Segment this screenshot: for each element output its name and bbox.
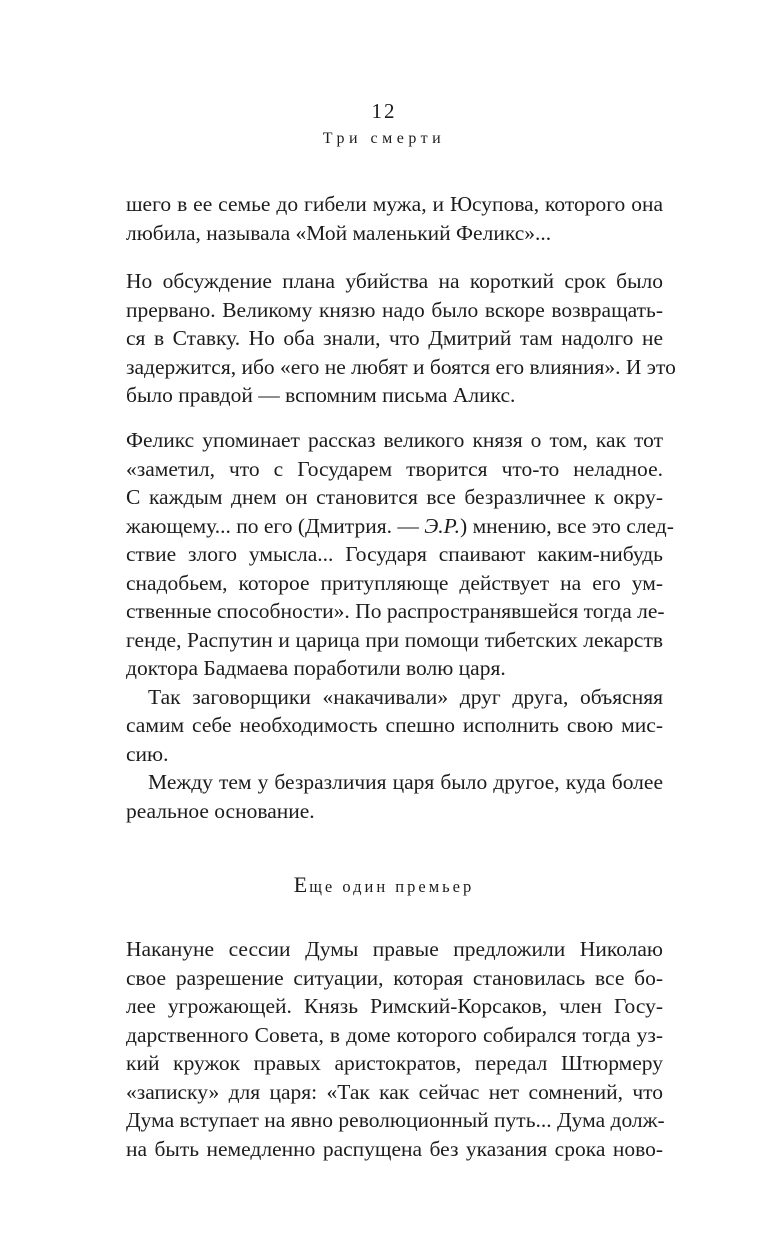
- text-line: дарственного Совета, в доме которого собирался тогда уз-: [126, 1022, 663, 1047]
- text-line: С каждым днем он становится все безразличнее к окру-: [126, 485, 663, 509]
- text-line: самим себе необходимость спешно исполнить свою мис-: [126, 713, 663, 737]
- text-line: ствие злого умысла... Государя спаивают каким-нибудь: [126, 542, 663, 566]
- text-line: [126, 512, 674, 541]
- heading-initial: Е: [293, 872, 310, 897]
- text-line: «записку» для царя: «Так как сейчас нет сомнений, что: [126, 1079, 663, 1104]
- text-fragment: ) мнению, все это след-: [460, 513, 674, 538]
- text-line: реальное основание.: [126, 798, 315, 823]
- page-number: 12: [371, 99, 397, 123]
- text-line: прервано. Великому князю надо было вскоре возвращать-: [126, 297, 663, 322]
- text-line: шего в ее семье до гибели мужа, и Юсупова, которого она: [126, 192, 663, 216]
- text-line: на быть немедленно распущена без указания срока ново-: [126, 1136, 663, 1161]
- running-title: Три смерти: [322, 130, 446, 147]
- paragraph-2: [126, 267, 676, 410]
- text-line: ся в Ставку. Но оба знали, что Дмитрий там надолго не: [126, 326, 663, 350]
- heading-rest: ще один премьер: [309, 877, 475, 896]
- text-line: Но обсуждение плана убийства на короткий срок было: [126, 269, 663, 293]
- text-line: лее угрожающей. Князь Римский-Корсаков, член Госу-: [126, 994, 663, 1018]
- text-line: кий кружок правых аристократов, передал Штюрмеру: [126, 1051, 663, 1075]
- text-line: Дума вступает на явно революционный путь... Дума долж-: [126, 1108, 665, 1132]
- text-line: Так заговорщики «накачивали» друг друга, объясняя: [148, 684, 663, 709]
- author-initials: Э.Р.: [424, 513, 461, 538]
- paragraph-1: [126, 190, 663, 247]
- text-line: генде, Распутин и царица при помощи тибетских лекарств: [126, 627, 663, 652]
- text-line: «заметил, что с Государем творится что-то неладное.: [126, 456, 663, 481]
- paragraph-4: [126, 935, 663, 1163]
- text-line: задержится, ибо «его не любят и боятся его влияния». И это: [126, 354, 676, 379]
- text-line: свое разрешение ситуации, которая становилась все бо-: [126, 965, 663, 990]
- paragraph-3: [126, 426, 674, 825]
- text-line: любила, называла «Мой маленький Феликс»...: [126, 220, 552, 245]
- text-line: Между тем у безразличия царя было другое, куда более: [148, 770, 663, 794]
- section-heading: [0, 872, 768, 898]
- text-line: снадобьем, которое притупляюще действует на его ум-: [126, 570, 663, 595]
- text-line: ственные способности». По распространявшейся тогда ле-: [126, 599, 665, 623]
- text-line: сию.: [126, 741, 169, 766]
- text-line: доктора Бадмаева поработили волю царя.: [126, 656, 506, 680]
- text-line: Накануне сессии Думы правые предложили Николаю: [126, 937, 663, 961]
- text-line: Феликс упоминает рассказ великого князя о том, как тот: [126, 428, 663, 452]
- text-fragment: жающему... по его (Дмитрия. —: [126, 513, 425, 538]
- text-line: было правдой — вспомним письма Аликс.: [126, 383, 516, 407]
